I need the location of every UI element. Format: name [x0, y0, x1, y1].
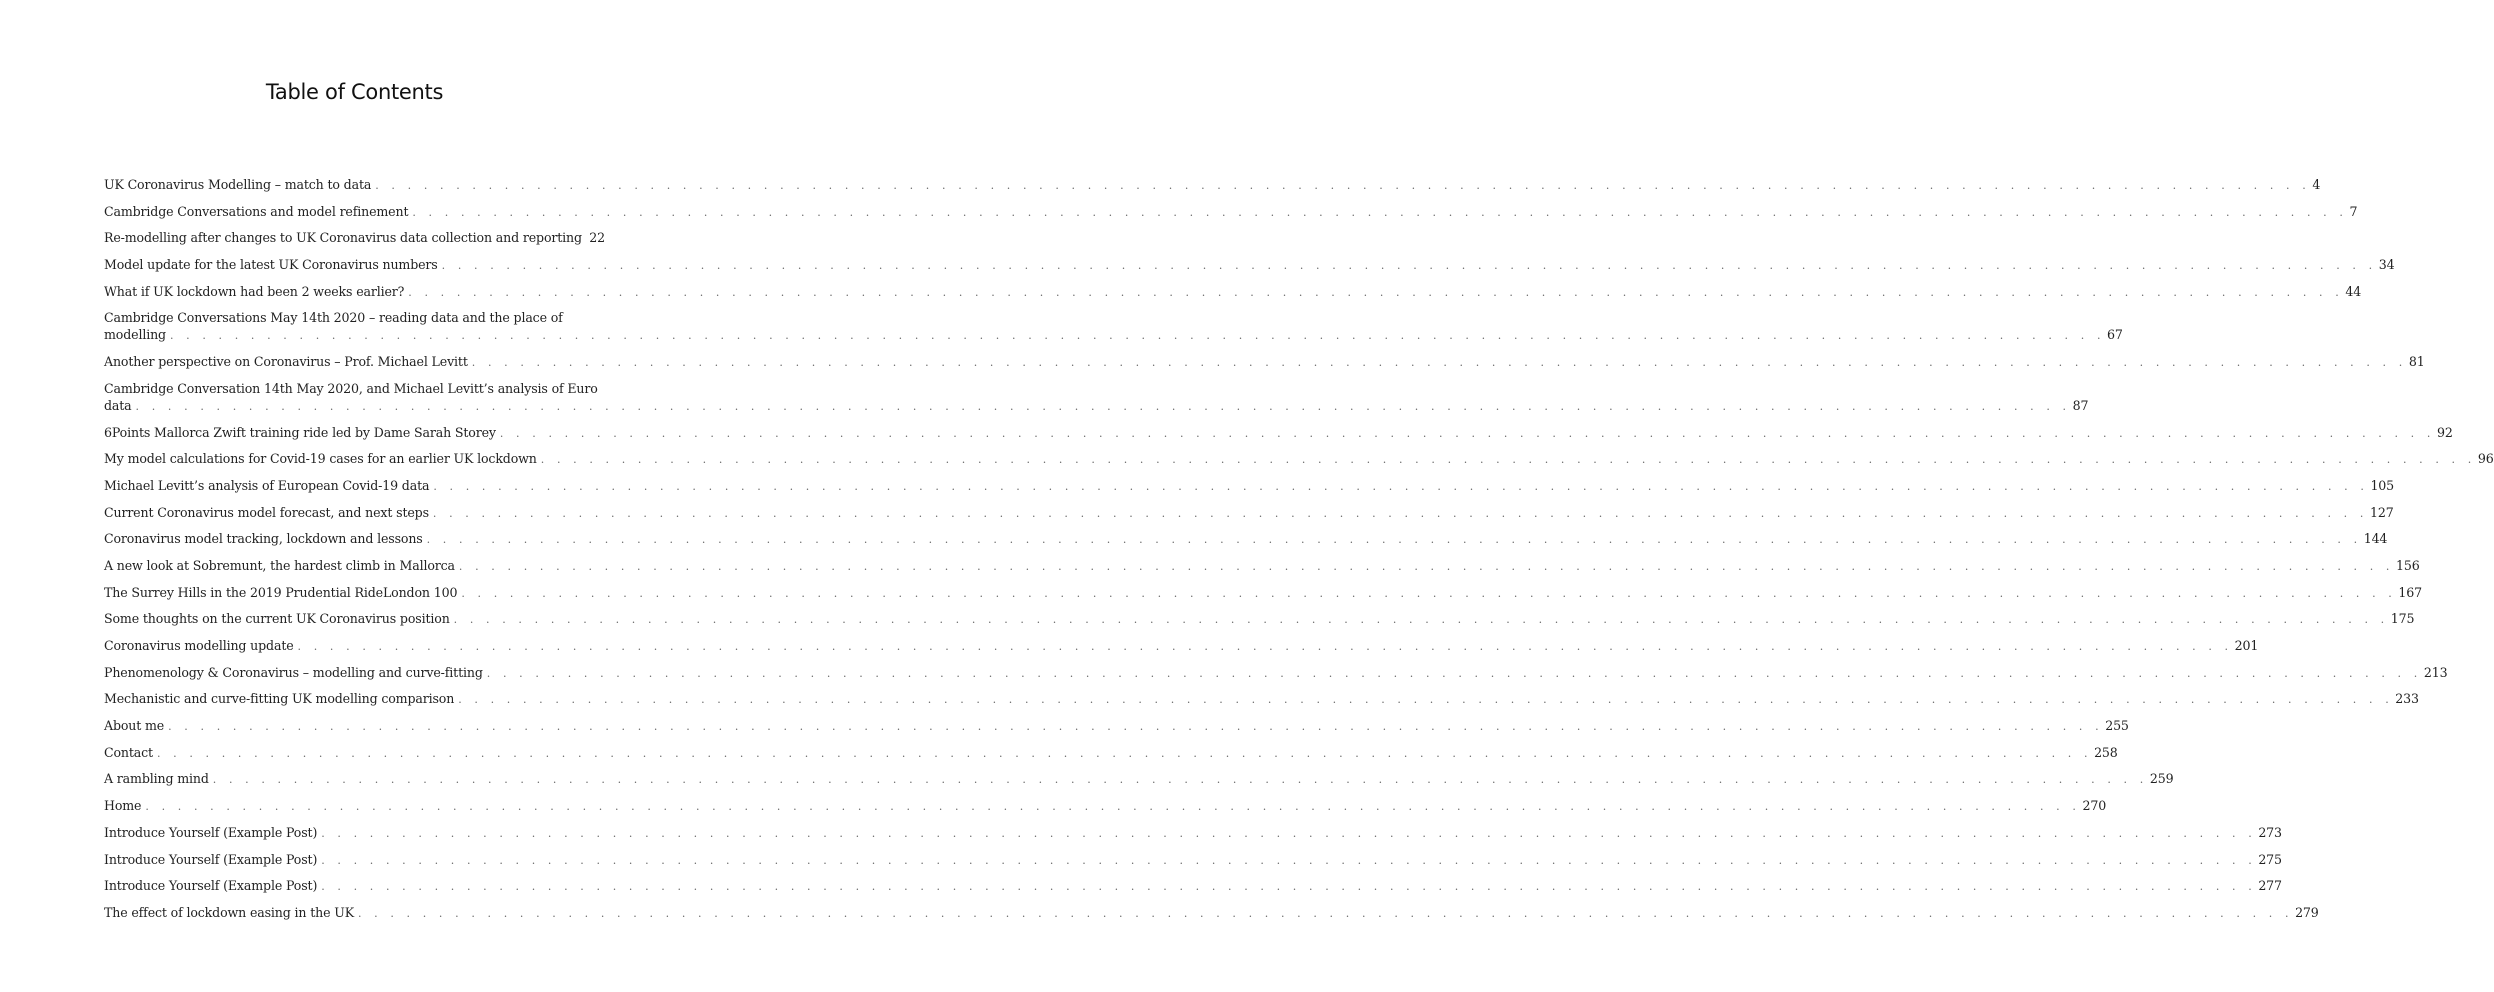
toc-entry[interactable]	[104, 904, 2319, 921]
toc-page-number: 81	[2408, 354, 2425, 370]
toc-page-number: 4	[2312, 177, 2321, 192]
toc-entry-title: 6Points Mallorca Zwift training ride led by Dame Sarah Storey	[104, 424, 496, 440]
dot-leader: . . . . . . . . . . . . . . . . . . . . . . . . . . . . . . . . . . . . . . . . . . . . . . . . . . . . . . . . . . . . . . . . . . . . . . . . . . . . . . . . . . . . . . . . . . . . . . . . . . . . . . . . . . . . . . . . . . . . . . . .	[168, 720, 2104, 734]
toc-page-number: 44	[2345, 283, 2362, 299]
toc-entry-title: modelling	[104, 327, 166, 343]
dot-leader: . . . . . . . . . . . . . . . . . . . . . . . . . . . . . . . . . . . . . . . . . . . . . . . . . . . . . . . . . . . . . . . . . . . . . . . . . . . . . . . . . . . . . . . . . . . . . . . . . . . . . . . . . . . . . . . . . . . . . . . .	[297, 640, 2233, 653]
toc-list	[104, 176, 2494, 931]
toc-entry[interactable]	[104, 770, 2174, 787]
toc-entry[interactable]	[104, 557, 2420, 574]
toc-entry[interactable]	[104, 797, 2107, 814]
dot-leader: . . . . . . . . . . . . . . . . . . . . . . . . . . . . . . . . . . . . . . . . . . . . . . . . . . . . . . . . . . . . . . . . . . . . . . . . . . . . . . . . . . . . . . . . . . . . . . . . . . . . . . . . . . . . . . . . . . . . . . . .	[486, 666, 2422, 680]
dot-leader: . . . . . . . . . . . . . . . . . . . . . . . . . . . . . . . . . . . . . . . . . . . . . . . . . . . . . . . . . . . . . . . . . . . . . . . . . . . . . . . . . . . . . . . . . . . . . . . . . . . . . . . . . . . . . . . . . . . . . . . .	[433, 479, 2369, 493]
toc-entry[interactable]	[104, 530, 2388, 547]
toc-entry-title: Re-modelling after changes to UK Coronavirus data collection and reporting	[104, 230, 582, 246]
toc-entry-title: Some thoughts on the current UK Coronavirus position	[104, 611, 450, 627]
toc-entry-title-line1: Cambridge Conversations May 14th 2020 – reading data and the place of	[104, 310, 563, 326]
toc-page-number: 7	[2349, 203, 2358, 219]
toc-entry[interactable]	[104, 664, 2448, 681]
toc-page-number: 22	[589, 230, 605, 246]
toc-entry[interactable]	[104, 450, 2494, 467]
toc-page-number: 127	[2369, 504, 2394, 520]
toc-page-number: 144	[2363, 531, 2388, 547]
dot-leader: . . . . . . . . . . . . . . . . . . . . . . . . . . . . . . . . . . . . . . . . . . . . . . . . . . . . . . . . . . . . . . . . . . . . . . . . . . . . . . . . . . . . . . . . . . . . . . . . . . . . . . . . . . . . . . . . . . . . . . . .	[471, 356, 2407, 370]
dot-leader: . . . . . . . . . . . . . . . . . . . . . . . . . . . . . . . . . . . . . . . . . . . . . . . . . . . . . . . . . . . . . . . . . . . . . . . . . . . . . . . . . . . . . . . . . . . . . . . . . . . . . . . . . . . . . . . . . . . . . . . .	[426, 533, 2362, 547]
toc-entry[interactable]	[104, 353, 2425, 370]
toc-page-number: 213	[2423, 664, 2448, 680]
toc-entry-title: Introduce Yourself (Example Post)	[104, 878, 318, 894]
toc-entry-title: Coronavirus model tracking, lockdown and lessons	[104, 531, 423, 547]
dot-leader: . . . . . . . . . . . . . . . . . . . . . . . . . . . . . . . . . . . . . . . . . . . . . . . . . . . . . . . . . . . . . . . . . . . . . . . . . . . . . . . . . . . . . . . . . . . . . . . . . . . . . . . . . . . . . . . . . . . . . . . .	[321, 880, 2257, 894]
dot-leader: . . . . . . . . . . . . . . . . . . . . . . . . . . . . . . . . . . . . . . . . . . . . . . . . . . . . . . . . . . . . . . . . . . . . . . . . . . . . . . . . . . . . . . . . . . . . . . . . . . . . . . . . . . . . . . . . . . . . . . . .	[169, 329, 2106, 343]
toc-page-number: 105	[2370, 477, 2395, 493]
toc-page-number: 167	[2398, 584, 2422, 600]
dot-leader: . . . . . . . . . . . . . . . . . . . . . . . . . . . . . . . . . . . . . . . . . . . . . . . . . . . . . . . . . . . . . . . . . . . . . . . . . . . . . . . . . . . . . . . . . . . . . . . . . . . . . . . . . . . . . . . . . . . . . . . .	[461, 586, 2397, 600]
toc-entry-title: The effect of lockdown easing in the UK	[104, 904, 354, 920]
toc-entry-title: Cambridge Conversations and model refinement	[104, 203, 409, 219]
dot-leader: . . . . . . . . . . . . . . . . . . . . . . . . . . . . . . . . . . . . . . . . . . . . . . . . . . . . . . . . . . . . . . . . . . . . . . . . . . . . . . . . . . . . . . . . . . . . . . . . . . . . . . . . . . . . . . . . . . . . . . . .	[412, 205, 2348, 219]
toc-page-number: 258	[2094, 744, 2118, 760]
toc-entry[interactable]	[104, 877, 2282, 894]
toc-entry[interactable]	[104, 824, 2282, 841]
toc-entry-title: A new look at Sobremunt, the hardest climb in Mallorca	[104, 557, 455, 573]
dot-leader: . . . . . . . . . . . . . . . . . . . . . . . . . . . . . . . . . . . . . . . . . . . . . . . . . . . . . . . . . . . . . . . . . . . . . . . . . . . . . . . . . . . . . . . . . . . . . . . . . . . . . . . . . . . . . . . . . . . . . . . .	[375, 179, 2311, 192]
toc-entry-title: What if UK lockdown had been 2 weeks earlier?	[104, 283, 405, 299]
toc-page-number: 156	[2396, 557, 2420, 573]
toc-entry[interactable]	[104, 744, 2118, 761]
toc-page-number: 96	[2477, 451, 2494, 467]
toc-page-number: 67	[2107, 327, 2123, 343]
toc-entry-title: Introduce Yourself (Example Post)	[104, 824, 318, 840]
dot-leader: . . . . . . . . . . . . . . . . . . . . . . . . . . . . . . . . . . . . . . . . . . . . . . . . . . . . . . . . . . . . . . . . . . . . . . . . . . . . . . . . . . . . . . . . . . . . . . . . . . . . . . . . . . . . . . . . . . . . . . . .	[321, 826, 2257, 840]
toc-entry[interactable]	[104, 717, 2129, 734]
dot-leader: . . . . . . . . . . . . . . . . . . . . . . . . . . . . . . . . . . . . . . . . . . . . . . . . . . . . . . . . . . . . . . . . . . . . . . . . . . . . . . . . . . . . . . . . . . . . . . . . . . . . . . . . . . . . . . . . . . . . . . . .	[357, 906, 2294, 920]
toc-entry[interactable]	[104, 477, 2395, 494]
toc-page-number: 34	[2378, 257, 2395, 273]
toc-entry[interactable]	[104, 203, 2358, 220]
toc-entry-title: Contact	[104, 744, 153, 760]
dot-leader: . . . . . . . . . . . . . . . . . . . . . . . . . . . . . . . . . . . . . . . . . . . . . . . . . . . . . . . . . . . . . . . . . . . . . . . . . . . . . . . . . . . . . . . . . . . . . . . . . . . . . . . . . . . . . . . . . . . . . . . .	[321, 853, 2257, 867]
dot-leader: . . . . . . . . . . . . . . . . . . . . . . . . . . . . . . . . . . . . . . . . . . . . . . . . . . . . . . . . . . . . . . . . . . . . . . . . . . . . . . . . . . . . . . . . . . . . . . . . . . . . . . . . . . . . . . . . . . . . . . . .	[156, 746, 2093, 760]
toc-entry-title-line1: Cambridge Conversation 14th May 2020, and Michael Levitt’s analysis of Euro	[104, 380, 598, 396]
toc-entry-title: Michael Levitt’s analysis of European Covid-19 data	[104, 477, 430, 493]
toc-entry-title: The Surrey Hills in the 2019 Prudential RideLondon 100	[104, 584, 458, 600]
toc-entry-title: Mechanistic and curve-fitting UK modelling comparison	[104, 691, 455, 707]
toc-page-number: 270	[2082, 798, 2107, 814]
toc-entry-title: Model update for the latest UK Coronavirus numbers	[104, 257, 438, 273]
dot-leader: . . . . . . . . . . . . . . . . . . . . . . . . . . . . . . . . . . . . . . . . . . . . . . . . . . . . . . . . . . . . . . . . . . . . . . . . . . . . . . . . . . . . . . . . . . . . . . . . . . . . . . . . . . . . . . . . . . . . . . . .	[499, 426, 2435, 440]
toc-page-number: 273	[2258, 824, 2282, 840]
toc-page-number: 259	[2149, 771, 2174, 787]
toc-page-number: 87	[2072, 397, 2089, 413]
toc-page-number: 279	[2295, 904, 2319, 920]
toc-entry[interactable]	[104, 690, 2419, 707]
toc-entry-title: My model calculations for Covid-19 cases for an earlier UK lockdown	[104, 451, 537, 467]
toc-entry[interactable]	[104, 309, 2123, 343]
toc-entry-title: Coronavirus modelling update	[104, 638, 294, 653]
toc-entry-title: UK Coronavirus Modelling – match to data	[104, 177, 372, 192]
toc-page-number: 233	[2395, 691, 2419, 707]
toc-page-number: 275	[2258, 851, 2282, 867]
toc-entry[interactable]	[104, 229, 605, 246]
toc-entry-title: About me	[104, 718, 165, 734]
dot-leader: . . . . . . . . . . . . . . . . . . . . . . . . . . . . . . . . . . . . . . . . . . . . . . . . . . . . . . . . . . . . . . . . . . . . . . . . . . . . . . . . . . . . . . . . . . . . . . . . . . . . . . . . . . . . . . . . . . . . . . . .	[135, 399, 2071, 413]
dot-leader: . . . . . . . . . . . . . . . . . . . . . . . . . . . . . . . . . . . . . . . . . . . . . . . . . . . . . . . . . . . . . . . . . . . . . . . . . . . . . . . . . . . . . . . . . . . . . . . . . . . . . . . . . . . . . . . . . . . . . . . .	[458, 559, 2395, 573]
toc-entry[interactable]	[104, 283, 2362, 300]
toc-page-number: 175	[2390, 611, 2415, 627]
toc-entry[interactable]	[104, 851, 2282, 868]
dot-leader: . . . . . . . . . . . . . . . . . . . . . . . . . . . . . . . . . . . . . . . . . . . . . . . . . . . . . . . . . . . . . . . . . . . . . . . . . . . . . . . . . . . . . . . . . . . . . . . . . . . . . . . . . . . . . . . . . . . . . . . .	[441, 259, 2377, 273]
page-title: Table of Contents	[265, 80, 444, 104]
dot-leader: . . . . . . . . . . . . . . . . . . . . . . . . . . . . . . . . . . . . . . . . . . . . . . . . . . . . . . . . . . . . . . . . . . . . . . . . . . . . . . . . . . . . . . . . . . . . . . . . . . . . . . . . . . . . . . . . . . . . . . . .	[145, 800, 2081, 814]
dot-leader: . . . . . . . . . . . . . . . . . . . . . . . . . . . . . . . . . . . . . . . . . . . . . . . . . . . . . . . . . . . . . . . . . . . . . . . . . . . . . . . . . . . . . . . . . . . . . . . . . . . . . . . . . . . . . . . . . . . . . . . .	[212, 773, 2148, 787]
toc-entry[interactable]	[104, 424, 2453, 441]
toc-entry-title: Phenomenology & Coronavirus – modelling and curve-fitting	[104, 664, 483, 680]
dot-leader: . . . . . . . . . . . . . . . . . . . . . . . . . . . . . . . . . . . . . . . . . . . . . . . . . . . . . . . . . . . . . . . . . . . . . . . . . . . . . . . . . . . . . . . . . . . . . . . . . . . . . . . . . . . . . . . . . . . . . . . .	[458, 693, 2394, 707]
toc-entry-title: data	[104, 397, 132, 413]
toc-entry[interactable]	[104, 504, 2394, 521]
dot-leader: . . . . . . . . . . . . . . . . . . . . . . . . . . . . . . . . . . . . . . . . . . . . . . . . . . . . . . . . . . . . . . . . . . . . . . . . . . . . . . . . . . . . . . . . . . . . . . . . . . . . . . . . . . . . . . . . . . . . . . . .	[540, 453, 2476, 467]
toc-entry[interactable]	[104, 256, 2395, 273]
toc-entry[interactable]	[104, 176, 2321, 193]
toc-entry-title: Introduce Yourself (Example Post)	[104, 851, 318, 867]
toc-page-number: 277	[2258, 878, 2282, 894]
toc-entry-title: Current Coronavirus model forecast, and next steps	[104, 504, 429, 520]
toc-entry-title: Home	[104, 798, 142, 814]
toc-page-number: 92	[2436, 424, 2453, 440]
dot-leader: . . . . . . . . . . . . . . . . . . . . . . . . . . . . . . . . . . . . . . . . . . . . . . . . . . . . . . . . . . . . . . . . . . . . . . . . . . . . . . . . . . . . . . . . . . . . . . . . . . . . . . . . . . . . . . . . . . . . . . . .	[453, 613, 2389, 627]
toc-entry-title: A rambling mind	[104, 771, 209, 787]
toc-entry-title: Another perspective on Coronavirus – Prof. Michael Levitt	[104, 354, 468, 370]
toc-page-number: 255	[2105, 718, 2129, 734]
toc-page-number: 201	[2234, 638, 2259, 653]
toc-entry[interactable]	[104, 610, 2415, 627]
toc-entry[interactable]	[104, 584, 2422, 601]
toc-entry[interactable]	[104, 637, 2259, 654]
toc-entry[interactable]	[104, 380, 2089, 414]
dot-leader: . . . . . . . . . . . . . . . . . . . . . . . . . . . . . . . . . . . . . . . . . . . . . . . . . . . . . . . . . . . . . . . . . . . . . . . . . . . . . . . . . . . . . . . . . . . . . . . . . . . . . . . . . . . . . . . . . . . . . . . .	[432, 506, 2368, 520]
dot-leader: . . . . . . . . . . . . . . . . . . . . . . . . . . . . . . . . . . . . . . . . . . . . . . . . . . . . . . . . . . . . . . . . . . . . . . . . . . . . . . . . . . . . . . . . . . . . . . . . . . . . . . . . . . . . . . . . . . . . . . . .	[408, 285, 2344, 299]
